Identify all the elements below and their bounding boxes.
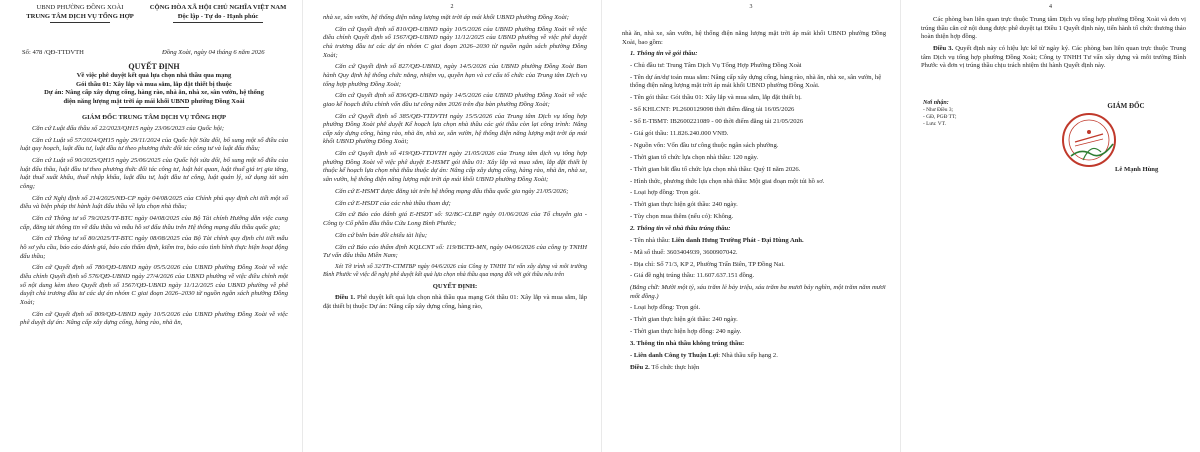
legal-basis: Căn cứ E-HSMT được đăng tải trên hệ thống mạng đấu thầu quốc gia ngày 21/05/2026;: [335, 187, 569, 195]
document-page-2: [303, 0, 601, 452]
title-line: Gói thầu 01: Xây lắp và mua sắm, lắp đặt thiết bị thuộc: [76, 80, 232, 88]
legal-bases: [323, 14, 587, 315]
info-line: - Thời gian thực hiện hợp đồng: 240 ngày.: [630, 328, 742, 336]
document-header: [16, 4, 292, 34]
legal-basis: Căn cứ E-HSDT của các nhà thầu tham dự;: [335, 199, 451, 207]
national-motto: CỘNG HÒA XÃ HỘI CHỦ NGHĨA VIỆT NAM Độc lập - Tự do - Hạnh phúc: [144, 4, 292, 23]
article-1-continued: nhà ăn, nhà xe, sân vườn, hệ thống điện năng lượng mặt trời áp mái khối UBND phường Đồng Xoài, bao gồm:: [622, 30, 886, 46]
info-line: - Địa chỉ: Số 71/3, KP 2, Phường Trấn Biên, TP Đồng Nai.: [630, 260, 785, 268]
legal-basis: Căn cứ Quyết định số 827/QĐ-UBND, ngày 14/5/2026 của UBND phường Đồng Xoài Ban hành Quy định hệ thống chức năng, nhiệm vụ, quyền hạn và cơ cấu tổ chức của Trung tâm Dịch vụ tổng hợp phường Đồng Xoài;: [323, 63, 587, 88]
recipient-item: - Như Điều 3;: [923, 107, 954, 113]
place-date: Đồng Xoài, ngày 04 tháng 6 năm 2026: [162, 49, 265, 56]
recipient-item: - GĐ, PGĐ TT;: [923, 114, 957, 120]
decision-body: [921, 16, 1186, 74]
legal-basis: Căn cứ Luật đấu thầu số 22/2023/QH15 ngày 23/06/2023 của Quốc hội;: [32, 125, 225, 132]
legal-basis: Căn cứ Báo cáo thẩm định KQLCNT số: 119/BCTĐ-MN, ngày 04/06/2026 của công ty TNHH Tư vấn đấu thầu Miền Nam;: [323, 243, 587, 260]
info-line: - Chủ đầu tư: Trung Tâm Dịch Vụ Tổng Hợp Phường Đồng Xoài: [630, 61, 802, 69]
header-rule: [173, 22, 263, 23]
official-stamp-icon: [1061, 112, 1117, 168]
legal-basis: nhà xe, sân vườn, hệ thống điện năng lượng mặt trời áp mái khối UBND phường Đồng Xoài;: [323, 14, 569, 21]
info-line: - Mã số thuế: 3603404939, 3600907042.: [630, 248, 738, 256]
loser-line: - Liên danh Công ty Thuận Lợi: Nhà thầu xếp hạng 2.: [630, 351, 778, 359]
legal-basis: Căn cứ Luật số 57/2024/QH15 ngày 29/11/2024 của Quốc hội Sửa đổi, bổ sung một số điều của luật quy hoạch, luật đầu tư, luật đầu tư theo phương thức đối tác công tư và luật đấu thầu;: [20, 136, 288, 153]
legal-basis: Căn cứ Quyết định số 809/QĐ-UBND ngày 10/5/2026 của UBND phường Đồng Xoài về việc phê duyệt dự án: Nâng cấp xây dựng cổng, hàng rào, nhà ăn,: [20, 310, 288, 327]
article-2-content: Các phòng ban liên quan trực thuộc Trung tâm Dịch vụ tổng hợp phường Đồng Xoài và đơn vị trúng thầu căn cứ nội dung được phê duyệt tại Điều 1 Quyết định này, tiến hành tổ chức thương thảo hoàn thiện hợp đồng.: [921, 16, 1186, 41]
document-page-3: [602, 0, 900, 452]
legal-basis: Căn cứ Quyết định số 419/QĐ-TTDVTH ngày 21/05/2026 của Trung tâm dịch vụ tổng hợp phường Đồng Xoài về việc phê duyệt E-HSMT gói thầu 01: Xây lắp và mua sắm, lắp đặt thiết bị thuộc kế hoạch lựa chọn nhà thầu thuộc dự án: Nâng cấp xây dựng cổng, hàng rào, nhà ăn, nhà xe, sân vườn, hệ thống điện năng lượng mặt trời áp mái khối UBND phường Đồng Xoài;: [323, 150, 587, 184]
legal-basis: Căn cứ Thông tư số 80/2025/TT-BTC ngày 08/08/2025 của Bộ Tài chính quy định chi tiết mẫu hồ sơ yêu cầu, báo cáo đánh giá, báo cáo thẩm định, kiểm tra, báo cáo tình hình thực hiện hoạt động đấu thầu;: [20, 235, 288, 260]
info-line: - Tên gói thầu: Gói thầu 01: Xây lắp và mua sắm, lắp đặt thiết bị.: [630, 94, 802, 102]
winner-line: - Tên nhà thầu: Liên danh Hưng Trường Phát - Đại Hùng Anh.: [630, 236, 804, 244]
info-line: - Thời gian thực hiện gói thầu: 240 ngày.: [630, 316, 738, 324]
decision-title: [20, 62, 288, 123]
decision-body: [622, 30, 886, 376]
page-number: 4: [1049, 4, 1052, 10]
info-line: - Loại hợp đồng: Trọn gói.: [630, 189, 701, 197]
document-meta: [22, 49, 288, 58]
article-1-text: Phê duyệt kết quả lựa chọn nhà thầu qua mạng Gói thầu 01: Xây lắp và mua sắm, lắp đặt thiết bị thuộc Dự án: Nâng cấp xây dựng cổng, hàng rào,: [323, 294, 588, 310]
signer-title: GIÁM ĐỐC: [1107, 102, 1145, 110]
header-rule: [50, 22, 110, 23]
legal-basis: Căn cứ Báo cáo đánh giá E-HSDT số: 92/BC-CLBP ngày 01/06/2026 của Tổ chuyên gia - Công ty Cổ phần đầu thầu Cửu Long Bình Phước;: [323, 211, 587, 227]
amount-in-words: (Bằng chữ: Mười một tỷ, sáu trăm lẻ bảy triệu, sáu trăm ba mươi bảy nghìn, một trăm năm mươi mốt đồng.): [630, 284, 886, 300]
article-3-label: Điều 3.: [933, 44, 954, 52]
recipients-title: Nơi nhận:: [923, 100, 949, 106]
page-number: 3: [749, 4, 753, 10]
info-line: - Số E-TBMT: IB2600221089 - 00 thời điểm đăng tải 21/05/2026: [630, 118, 804, 126]
legal-basis: Căn cứ Nghị định số 214/2025/NĐ-CP ngày 04/08/2025 của Chính phủ quy định chi tiết một số điều và biện pháp thi hành luật đấu thầu về lựa chọn nhà thầu;: [20, 194, 288, 211]
signer-name: Lê Mạnh Hùng: [1115, 166, 1159, 173]
article-1-label: Điều 1.: [335, 294, 356, 302]
legal-basis: Căn cứ Luật số 90/2025/QH15 ngày 25/06/2025 của Quốc hội sửa đổi, bổ sung một số điều của luật đấu thầu, luật đầu tư theo phương thức đối tác công tư, luật hải quan, luật thuế giá trị gia tăng, luật thuế xuất khẩu, thuế nhập khẩu, luật đầu tư, luật đầu tư công, luật quản lý, sử dụng tài sản công;: [20, 157, 288, 190]
info-line: - Số KHLCNT: PL2600129098 thời điểm đăng tải 16/05/2026: [630, 106, 795, 114]
recipient-item: - Lưu: VT.: [923, 121, 946, 127]
info-line: - Giá đề nghị trúng thầu: 11.607.637.151 đồng.: [630, 272, 755, 280]
winner-name: Liên danh Hưng Trường Phát - Đại Hùng Anh.: [671, 236, 804, 244]
legal-bases: [20, 125, 288, 331]
recipients: [923, 100, 1043, 128]
legal-basis: Căn cứ Quyết định số 810/QĐ-UBND ngày 10/5/2026 của UBND phường Đồng Xoài về việc điều chỉnh Quyết định số 1567/QĐ-UBND ngày 11/12/2025 của UBND phường về việc phê duyệt chủ trương đầu tư các dự án nhóm C giai đoạn 2026–2030 từ nguồn ngân sách phường Đồng Xoài;: [323, 25, 587, 59]
title-line: Về việc phê duyệt kết quả lựa chọn nhà thầu qua mạng: [76, 72, 232, 79]
legal-basis: Căn cứ biên bản đối chiếu tài liệu;: [335, 231, 428, 239]
doc-type: QUYẾT ĐỊNH: [128, 62, 180, 71]
info-line: - Thời gian bắt đầu tổ chức lựa chọn nhà thầu: Quý II năm 2026.: [630, 165, 801, 173]
document-page-4: [901, 0, 1200, 452]
info-line: - Thời gian tổ chức lựa chọn nhà thầu: 120 ngày.: [630, 153, 759, 161]
info-line: - Thời gian thực hiện gói thầu: 240 ngày.: [630, 201, 738, 209]
section-heading: 1. Thông tin về gói thầu:: [630, 50, 698, 58]
info-line: - Loại hợp đồng: Trọn gói.: [630, 304, 701, 312]
article-3-text: Quyết định này có hiệu lực kể từ ngày ký. Các phòng ban liên quan trực thuộc Trung tâm Dịch vụ tổng hợp phường Đồng Xoài; Công ty TNHH Tư vấn xây dựng và môi trường Bình Phước và đơn vị trúng thầu chịu trách nhiệm thi hành Quyết định này.: [921, 44, 1186, 70]
article-2-label: Điều 2.: [630, 363, 650, 371]
info-line: - Giá gói thầu: 11.826.240.000 VNĐ.: [630, 130, 729, 138]
legal-basis: Xét Tờ trình số 32/TTr-CTMTBP ngày 04/6/2026 của Công ty TNHH Tư vấn xây dựng và môi trường Bình Phước về việc đề nghị phê duyệt kết quả lựa chọn nhà thầu qua mạng đối với gói thầu nêu trên: [323, 263, 587, 278]
info-line: - Tên dự án/dự toán mua sắm: Nâng cấp xây dựng cổng, hàng rào, nhà ăn, nhà xe, sân vườn, hệ thống điện năng lượng mặt trời áp mái khối UBND phường Đồng Xoài.: [630, 73, 882, 90]
title-line: điện năng lượng mặt trời áp mái khối UBND phường Đồng Xoài: [63, 97, 245, 105]
title-line: Dự án: Nâng cấp xây dựng cổng, hàng rào, nhà ăn, nhà xe, sân vườn, hệ thống: [44, 89, 264, 97]
section-heading: 3. Thông tin nhà thầu không trúng thầu:: [630, 340, 745, 348]
loser-name: - Liên danh Công ty Thuận Lợi: [630, 351, 719, 359]
legal-basis: Căn cứ Thông tư số 79/2025/TT-BTC ngày 04/08/2025 của Bộ Tài chính Hướng dẫn việc cung cấp, đăng tải thông tin về đấu thầu và mẫu hồ sơ đấu thầu trên Hệ thống mạng đấu thầu quốc gia;: [20, 215, 288, 231]
document-page-1: [0, 0, 302, 452]
article-1: [323, 294, 587, 311]
legal-basis: Căn cứ Quyết định số 780/QĐ-UBND ngày 05/5/2026 của UBND phường Đồng Xoài về việc điều chỉnh Quyết định số 576/QĐ-UBND ngày 27/4/2026 của UBND phường về việc điều chỉnh một số nội dung kèm theo Quyết định số 1567/QĐ-UBND ngày 11/12/2025 của UBND phường về phê duyệt chủ trương đầu tư các dự án nhóm C giai đoạn 2026–2030 từ nguồn ngân sách phường Đồng Xoài;: [20, 264, 288, 306]
info-line: - Tùy chọn mua thêm (nếu có): Không.: [630, 213, 734, 221]
page-number: 2: [450, 4, 454, 10]
article-2: [630, 364, 886, 373]
issuing-authority: GIÁM ĐỐC TRUNG TÂM DỊCH VỤ TỔNG HỢP: [81, 114, 227, 122]
legal-basis: Căn cứ Quyết định số 836/QĐ-UBND ngày 14/5/2026 của UBND phường Đồng Xoài về việc giao kế hoạch điều chỉnh vốn đầu tư công năm 2026 trên địa bàn phường Đồng Xoài;: [323, 92, 587, 108]
section-heading: 2. Thông tin về nhà thầu trúng thầu:: [630, 225, 731, 233]
doc-number: Số: 478 /QĐ-TTDVTH: [22, 49, 84, 56]
signature-block: [1051, 102, 1181, 176]
issuing-agency: UBND PHƯỜNG ĐỒNG XOÀI TRUNG TÂM DỊCH VỤ TỔNG HỢP: [16, 4, 144, 23]
article-2-text: Tổ chức thực hiện: [651, 363, 700, 371]
info-line: - Nguồn vốn: Vốn đầu tư công thuộc ngân sách phường.: [630, 141, 779, 149]
article-3: [921, 45, 1186, 71]
decides-heading: QUYẾT ĐỊNH:: [432, 282, 478, 290]
legal-basis: Căn cứ Quyết định số 385/QĐ-TTDVTH ngày 15/5/2026 của Trung tâm Dịch vụ tổng hợp phường Đồng Xoài phê duyệt Kế hoạch lựa chọn nhà thầu các gói thầu còn lại công trình: Nâng cấp xây dựng cổng, hàng rào, nhà ăn, nhà xe, sân vườn, hệ thống điện năng lượng mặt trời áp mái khối UBND phường Đồng Xoài;: [323, 112, 587, 146]
info-line: - Hình thức, phương thức lựa chọn nhà thầu: Một giai đoạn một túi hồ sơ.: [630, 177, 825, 185]
